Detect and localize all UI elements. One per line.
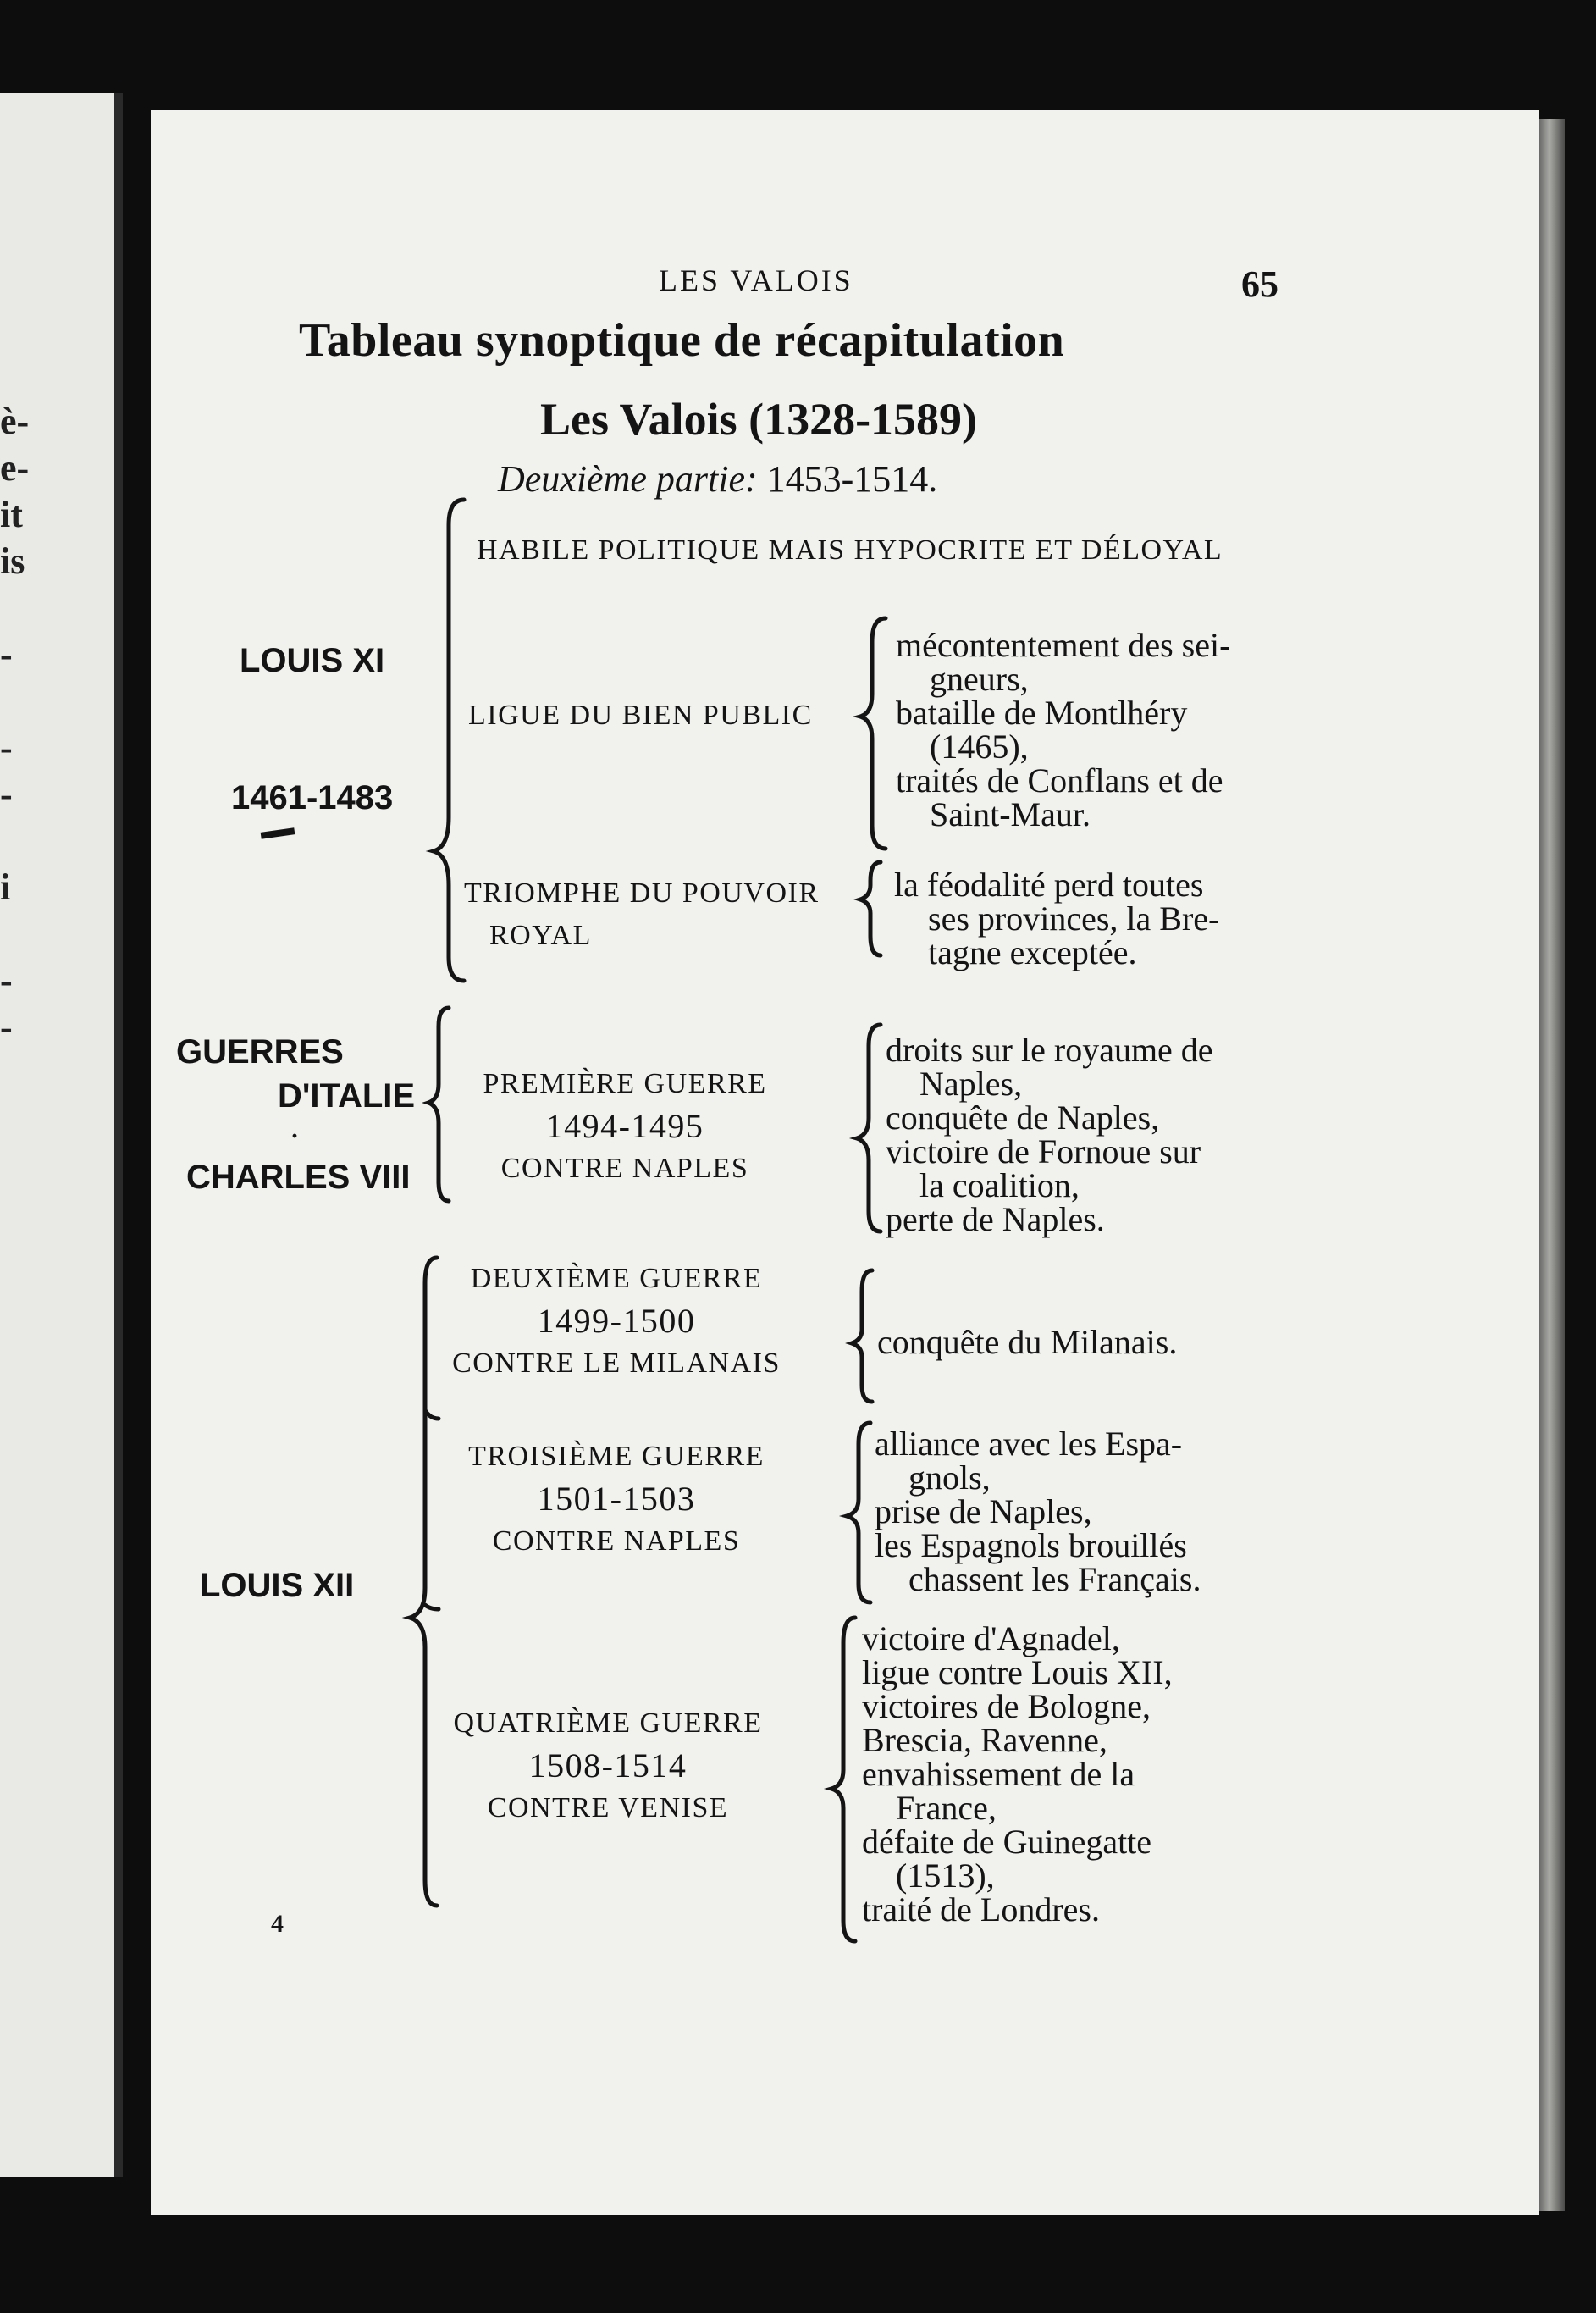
fragment: -: [0, 727, 13, 768]
brace-ligue: [860, 618, 886, 849]
fragment: i: [0, 866, 11, 908]
list-item: bataille de Montlhéry: [896, 694, 1188, 732]
running-title: LES VALOIS: [659, 263, 853, 297]
fragment: è-: [0, 401, 30, 442]
brace-louis-xii: [410, 1258, 437, 1906]
list-item: victoires de Bologne,: [862, 1687, 1151, 1725]
list-item: alliance avec les Espa-: [875, 1425, 1183, 1463]
war3-items: [875, 1427, 1201, 1596]
fragment: it: [0, 494, 23, 535]
brace-triomphe: [860, 862, 881, 955]
war4-items: [862, 1619, 1173, 1928]
list-item: Saint-Maur.: [930, 795, 1091, 833]
page-edge: [1539, 119, 1565, 2211]
dash-mark: [261, 827, 295, 838]
king-louis-xii: LOUIS XII: [200, 1567, 355, 1604]
fragment: [0, 817, 34, 864]
king-charles-viii: CHARLES VIII: [186, 1159, 411, 1196]
war4-label: [447, 1702, 769, 1829]
list-item: tagne exceptée.: [928, 933, 1137, 971]
war1-opponent: CONTRE NAPLES: [500, 1153, 749, 1184]
war1-label: [456, 1063, 794, 1190]
list-item: France,: [896, 1789, 997, 1827]
list-item: ligue contre Louis XII,: [862, 1653, 1173, 1691]
fragment: -: [0, 960, 13, 1001]
war2-title: DEUXIÈME GUERRE: [470, 1263, 763, 1294]
list-item: la féodalité perd toutes: [894, 866, 1204, 904]
war4-dates: 1508-1514: [528, 1746, 688, 1785]
page-number: 65: [1241, 263, 1278, 305]
list-item: mécontentement des sei-: [896, 626, 1231, 664]
dot-mark: ·: [290, 1122, 300, 1150]
brace-separator-2: [425, 1605, 439, 1609]
list-item: Brescia, Ravenne,: [862, 1721, 1107, 1759]
war1-items: [886, 1033, 1213, 1237]
brace-war3: [847, 1423, 870, 1602]
list-item: prise de Naples,: [875, 1492, 1092, 1530]
fragment: -: [0, 773, 13, 815]
italie-heading: D'ITALIE: [278, 1077, 416, 1115]
list-item: conquête du Milanais.: [877, 1323, 1178, 1361]
fragment: [0, 678, 34, 724]
war3-title: TROISIÈME GUERRE: [468, 1441, 765, 1472]
list-item: gneurs,: [930, 660, 1029, 698]
facing-page: [0, 93, 123, 2177]
table-subtitle: Les Valois (1328-1589): [540, 394, 978, 445]
folio-mark: 4: [271, 1910, 284, 1938]
table-title: Tableau synoptique de récapitulation: [299, 314, 1065, 367]
list-item: traités de Conflans et de: [896, 761, 1223, 800]
list-item: gnols,: [908, 1458, 991, 1497]
war2-dates: 1499-1500: [537, 1302, 696, 1340]
war3-opponent: CONTRE NAPLES: [492, 1525, 741, 1557]
fragment: -: [0, 634, 13, 675]
brace-war4: [831, 1618, 855, 1941]
war4-title: QUATRIÈME GUERRE: [453, 1707, 763, 1739]
louis-xi-dates: 1461-1483: [231, 779, 394, 816]
war3-label: [456, 1436, 777, 1563]
part-dates: 1453-1514.: [766, 458, 938, 500]
war2-items: [877, 1325, 1177, 1359]
war1-dates: 1494-1495: [545, 1107, 704, 1145]
fragment: -: [0, 1006, 13, 1048]
list-item: Naples,: [919, 1065, 1023, 1103]
war1-title: PREMIÈRE GUERRE: [483, 1068, 767, 1099]
war2-label: [439, 1258, 794, 1385]
ligue-items: [896, 628, 1230, 832]
king-louis-xi: LOUIS XI: [240, 642, 385, 679]
triomphe-label-2: ROYAL: [489, 920, 592, 951]
part-label: Deuxième partie:: [498, 458, 758, 500]
fragment: e-: [0, 447, 30, 489]
list-item: la coalition,: [919, 1166, 1080, 1204]
list-item: droits sur le royaume de: [886, 1031, 1213, 1069]
list-item: envahissement de la: [862, 1755, 1135, 1793]
list-item: ses provinces, la Bre-: [928, 899, 1220, 938]
facing-page-fragments: [0, 398, 34, 1050]
guerres-heading: GUERRES: [176, 1033, 344, 1071]
fragment: [0, 584, 34, 631]
list-item: défaite de Guinegatte: [862, 1823, 1152, 1861]
war2-opponent: CONTRE LE MILANAIS: [452, 1347, 781, 1379]
triomphe-label-1: TRIOMPHE DU POUVOIR: [464, 877, 820, 909]
fragment: is: [0, 540, 25, 582]
list-item: victoire de Fornoue sur: [886, 1132, 1201, 1170]
war3-dates: 1501-1503: [537, 1480, 696, 1518]
book-page: [151, 110, 1539, 2215]
brace-separator-1: [425, 1410, 439, 1419]
list-item: perte de Naples.: [886, 1200, 1105, 1238]
fragment: [0, 910, 34, 957]
list-item: conquête de Naples,: [886, 1098, 1160, 1137]
list-item: (1513),: [896, 1856, 995, 1895]
ligue-label: LIGUE DU BIEN PUBLIC: [468, 700, 813, 731]
brace-war1: [857, 1025, 881, 1231]
triomphe-items: [894, 868, 1219, 970]
list-item: victoire d'Agnadel,: [862, 1619, 1120, 1657]
louis-xi-trait: HABILE POLITIQUE MAIS HYPOCRITE ET DÉLOYAL: [477, 534, 1223, 566]
brace-war2: [852, 1270, 872, 1402]
list-item: traité de Londres.: [862, 1890, 1100, 1928]
brace-charles-viii: [428, 1008, 449, 1201]
brace-louis-xi: [434, 500, 464, 981]
part-line: [498, 457, 937, 501]
list-item: (1465),: [930, 728, 1029, 766]
list-item: chassent les Français.: [908, 1560, 1201, 1598]
war4-opponent: CONTRE VENISE: [487, 1792, 729, 1823]
list-item: les Espagnols brouillés: [875, 1526, 1187, 1564]
